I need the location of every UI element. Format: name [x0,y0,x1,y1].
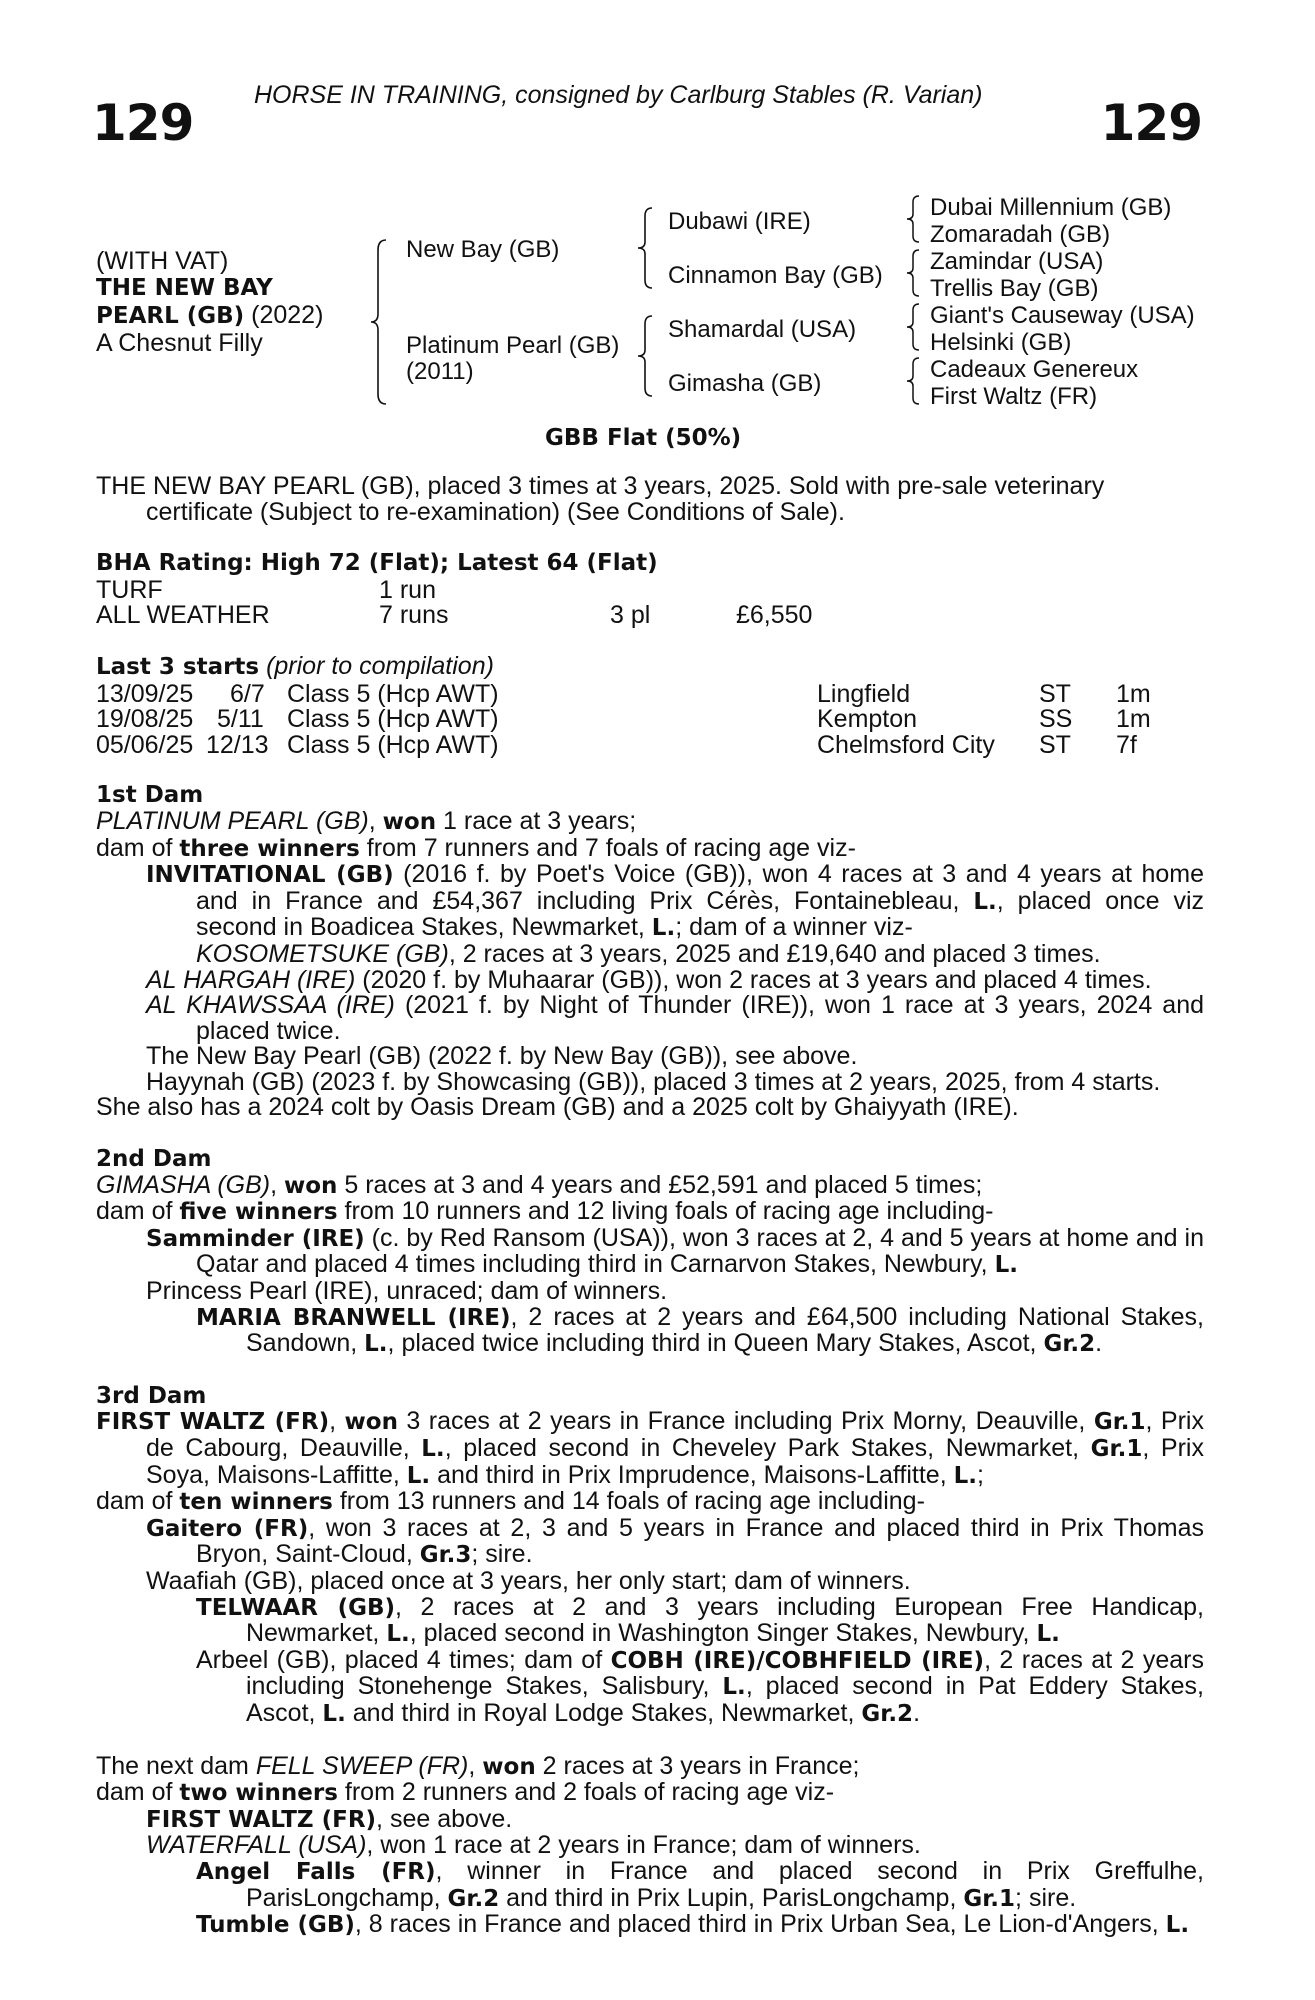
group-label: Gr.2 [861,1700,914,1727]
text: . [1095,1329,1103,1358]
pedigree-brace-g3-2 [906,248,922,298]
first-dam-heading: 1st Dam [96,782,204,809]
pedigree-subject [96,248,356,357]
group-label: Gr.1 [963,1885,1016,1912]
offspring-name: Samminder (IRE) [146,1225,365,1252]
offspring-name: FIRST WALTZ (FR) [146,1806,377,1833]
offspring-waterfall [96,1833,1204,1859]
winners-count: ten winners [179,1489,333,1516]
dam-record: 5 races at 3 and 4 years and £52,591 and placed 5 times; [337,1170,983,1199]
group-label: Gr.1 [1090,1436,1143,1462]
pedigree-brace-dam [636,314,656,398]
group-label: Gr.2 [447,1885,500,1912]
offspring-name: KOSOMETSUKE (GB) [196,939,449,968]
start-going: ST [1039,730,1071,759]
gen3-ancestor: Cadeaux Genereux [930,356,1139,383]
text: , placed second in Cheveley Park Stakes, Newmarket, [444,1434,1091,1462]
start-row [96,732,1204,758]
pedigree-brace-g3-4 [906,356,922,406]
offspring-telwaar [96,1592,1204,1648]
start-date: 13/09/25 [96,679,194,708]
first-dam-summary [96,833,1204,863]
dam: Platinum Pearl (GB) [406,332,620,359]
text: and third in Royal Lodge Stakes, Newmarket, [345,1698,862,1727]
listed-label: L. [322,1700,346,1727]
listed-label: L. [994,1252,1018,1279]
offspring-name: Tumble (GB) [196,1912,355,1939]
start-course: Lingfield [817,679,911,708]
pedigree-brace-g3-1 [906,194,922,244]
offspring-gaitero [96,1513,1204,1569]
text: from 2 runners and 2 foals of racing age viz- [337,1778,835,1807]
text: The next dam [96,1751,256,1780]
offspring-name: AL KHAWSSAA (IRE) [146,991,395,1020]
text: ; dam of a winner viz- [675,913,913,942]
text: , 2 races at 2 years and £64,500 including National Stakes, Sandown, [246,1302,1204,1358]
offspring-hayynah: Hayynah (GB) (2023 f. by Showcasing (GB)), placed 3 times at 2 years, 2025, from 4 starts. [146,1067,1161,1096]
gbb-rating: GBB Flat (50%) [545,425,742,451]
start-course: Kempton [817,705,918,734]
horse-description: A Chesnut Filly [96,329,263,357]
offspring-name: INVITATIONAL (GB) [146,862,394,889]
text: from 7 runners and 7 foals of racing age viz- [359,833,856,862]
second-dam-line: GIMASHA (GB), won 5 races at 3 and 4 years and £52,591 and placed 5 times; [96,1170,983,1199]
turf-label: TURF [96,575,163,604]
next-dam-line [96,1751,1204,1781]
bha-rating-heading: BHA Rating: High 72 (Flat); Latest 64 (Flat) [96,550,658,577]
text: ; [977,1460,984,1489]
horse-year: (2022) [244,301,324,329]
second-dam-heading: 2nd Dam [96,1146,212,1173]
listed-label: L. [973,888,997,915]
offspring-waafiah: Waafiah (GB), placed once at 3 years, her only start; dam of winners. [146,1566,911,1595]
text: , [468,1751,483,1780]
gen3-ancestor: Zamindar (USA) [930,248,1104,275]
listed-label: L. [386,1621,410,1648]
winners-count: three winners [179,835,360,862]
text: , 2 races at 3 years, 2025 and £19,640 and placed 3 times. [448,939,1101,968]
text: and third in Prix Lupin, ParisLongchamp, [499,1883,964,1912]
start-going: SS [1039,705,1073,734]
won-label: won [382,808,437,835]
group-label: Gr.1 [1093,1409,1146,1436]
offspring-name: COBH (IRE)/COBHFIELD (IRE) [610,1647,985,1674]
text: , placed second in Washington Singer Stakes, Newbury, [409,1619,1037,1648]
start-position: 6/7 [230,679,265,708]
start-course: Chelmsford City [817,730,995,759]
text: , [329,1407,345,1436]
gen3-ancestor: Helsinki (GB) [930,329,1072,356]
offspring-first-waltz [96,1804,1204,1834]
offspring-angel-falls [96,1856,1204,1912]
last-starts-note: (prior to compilation) [259,651,494,680]
pedigree-brace-sire [636,206,656,290]
start-race: Class 5 (Hcp AWT) [287,705,499,734]
dam-sire: Shamardal (USA) [668,316,857,343]
offspring-tumble [96,1912,1204,1939]
aw-label: ALL WEATHER [96,601,270,630]
start-position: 5/11 [217,705,264,734]
listed-label: L. [1036,1621,1060,1648]
offspring-name: Angel Falls (FR) [196,1858,436,1885]
aw-prize: £6,550 [736,601,813,630]
pedigree-brace-g3-3 [906,302,922,352]
dam-record: 1 race at 3 years; [436,806,637,835]
text: , placed second in Pat Eddery Stakes, Ascot, [246,1672,1204,1727]
listed-label: L. [651,915,676,942]
text: (2016 f. by Poet's Voice (GB)), won 4 races at 3 and 4 years at home and in France and £54,367 including Prix Cérès, Fontainebleau, [196,860,1204,915]
text: , 2 races at 2 and 3 years including European Free Handicap, Newmarket, [246,1592,1204,1648]
second-dam-summary [96,1199,1204,1226]
listed-label: L. [722,1674,746,1701]
aw-runs: 7 runs [379,601,449,630]
dam-dam: Gimasha (GB) [668,370,822,397]
text: , winner in France and placed second in Prix Greffulhe, ParisLongchamp, [246,1856,1204,1912]
text: dam of [96,1197,180,1226]
start-date: 19/08/25 [96,705,194,734]
start-distance: 7f [1116,730,1137,759]
won-label: won [482,1753,536,1780]
aw-placed: 3 pl [610,601,651,630]
winners-count: two winners [179,1780,338,1807]
offspring-name: Gaitero (FR) [146,1515,309,1542]
start-row [96,706,1204,732]
offspring-name: TELWAAR (GB) [196,1594,395,1621]
text: (2021 f. by Night of Thunder (IRE)), won 1 race at 3 years, 2024 and placed twice. [196,991,1204,1045]
third-dam-summary [96,1489,1204,1516]
gen3-ancestor: First Waltz (FR) [930,383,1098,410]
text: Arbeel (GB), placed 4 times; dam of [196,1645,611,1674]
text: ; sire. [1015,1883,1077,1912]
text: from 13 runners and 14 foals of racing age including- [332,1487,925,1516]
offspring-name: WATERFALL (USA) [146,1831,367,1860]
last-starts-title: Last 3 starts [96,653,260,680]
text: , 8 races in France and placed third in Prix Urban Sea, Le Lion-d'Angers, [354,1910,1166,1939]
offspring-name: AL HARGAH (IRE) [146,965,356,994]
sire-sire: Dubawi (IRE) [668,208,811,235]
start-distance: 1m [1116,679,1151,708]
sire-dam: Cinnamon Bay (GB) [668,262,883,289]
text: dam of [96,1487,180,1516]
text: 3 races at 2 years in France including Prix Morny, Deauville, [397,1407,1094,1436]
text: dam of [96,833,180,862]
text: (c. by Red Ransom (USA)), won 3 races at 2, 4 and 5 years at home and in Qatar and placed 4 times including third in Carnarvon Stakes, Newbury, [196,1223,1204,1279]
lot-number-left: 129 [92,94,194,152]
offspring-al-khawssaa [96,993,1204,1044]
gen3-ancestor: Dubai Millennium (GB) [930,194,1172,221]
dam-name: PLATINUM PEARL (GB) [96,806,369,835]
pedigree-brace-main [370,238,390,406]
text: from 10 runners and 12 living foals of racing age including- [337,1197,994,1226]
text: , 2 races at 2 years including Stonehenge Stakes, Salisbury, [246,1645,1204,1701]
offspring-samminder [96,1223,1204,1279]
dam-name: FIRST WALTZ (FR) [96,1409,330,1436]
text: , won 3 races at 2, 3 and 5 years in France and placed third in Prix Thomas Bryon, Saint-Cloud, [196,1513,1204,1569]
page-header: HORSE IN TRAINING, consigned by Carlburg Stables (R. Varian) [254,81,983,109]
winners-count: five winners [179,1199,338,1226]
text: , won 1 race at 2 years in France; dam of winners. [366,1831,921,1860]
next-dam-summary [96,1780,1204,1807]
third-dam-heading: 3rd Dam [96,1382,207,1409]
third-dam-line [96,1409,1204,1489]
listed-label: L. [364,1331,388,1358]
group-label: Gr.3 [419,1542,472,1569]
text: and third in Prix Imprudence, Maisons-Laffitte, [430,1460,954,1489]
all-weather-row [96,602,1204,628]
start-row [96,681,1204,707]
offspring-new-bay-pearl: The New Bay Pearl (GB) (2022 f. by New Bay (GB)), see above. [146,1042,858,1071]
text: (2020 f. by Muhaarar (GB)), won 2 races at 3 years and placed 4 times. [355,965,1152,994]
horse-name-line2: PEARL (GB) [96,303,245,329]
first-dam-line: PLATINUM PEARL (GB), won 1 race at 3 years; [96,806,637,835]
text: , Prix Soya, Maisons-Laffitte, [146,1434,1204,1489]
listed-label: L. [406,1462,431,1489]
start-date: 05/06/25 [96,730,194,759]
offspring-maria-branwell [96,1302,1204,1358]
dam-name: GIMASHA (GB) [96,1170,271,1199]
gen3-ancestor: Giant's Causeway (USA) [930,302,1195,329]
vat-label: (WITH VAT) [96,247,229,275]
dam-record: 2 races at 3 years in France; [535,1751,860,1780]
horse-name-line1: THE NEW BAY [96,275,273,301]
start-race: Class 5 (Hcp AWT) [287,679,499,708]
offspring-invitational [96,862,1204,942]
dam-name: FELL SWEEP (FR) [255,1751,469,1780]
offspring-name: MARIA BRANWELL (IRE) [196,1304,511,1331]
start-race: Class 5 (Hcp AWT) [287,730,499,759]
group-label: Gr.2 [1043,1331,1096,1358]
text: , Prix de Cabourg, Deauville, [146,1407,1204,1462]
start-position: 12/13 [206,730,269,759]
text: . [913,1698,921,1727]
dam-also-note: She also has a 2024 colt by Oasis Dream (GB) and a 2025 colt by Ghaiyyath (IRE). [96,1093,1019,1122]
lot-number-right: 129 [1100,94,1202,152]
dam-year: (2011) [406,358,474,385]
text: ; sire. [471,1540,533,1569]
gen3-ancestor: Trellis Bay (GB) [930,275,1099,302]
last-starts-heading [96,651,1204,681]
catalogue-body [96,474,1204,1939]
turf-row [96,577,1204,603]
start-distance: 1m [1116,705,1151,734]
offspring-al-hargah [96,965,1204,994]
sire: New Bay (GB) [406,236,560,263]
listed-label: L. [953,1462,977,1489]
intro-line1: THE NEW BAY PEARL (GB), placed 3 times at 3 years, 2025. Sold with pre-sale veterinary [96,472,1105,500]
start-going: ST [1039,679,1071,708]
listed-label: L. [1165,1912,1190,1939]
text: , placed once viz second in Boadicea Stakes, Newmarket, [196,886,1205,942]
text: , see above. [376,1804,513,1833]
listed-label: L. [421,1436,445,1462]
text: , placed twice including third in Queen Mary Stakes, Ascot, [387,1329,1044,1358]
text: dam of [96,1778,180,1807]
won-label: won [344,1409,398,1436]
gen3-ancestor: Zomaradah (GB) [930,221,1111,248]
intro-line2: certificate (Subject to re-examination) (See Conditions of Sale). [146,497,845,526]
turf-runs: 1 run [379,575,436,604]
offspring-princess-pearl: Princess Pearl (IRE), unraced; dam of winners. [146,1277,668,1306]
won-label: won [284,1172,338,1199]
offspring-arbeel [96,1645,1204,1728]
offspring-kosometsuke [96,939,1204,968]
